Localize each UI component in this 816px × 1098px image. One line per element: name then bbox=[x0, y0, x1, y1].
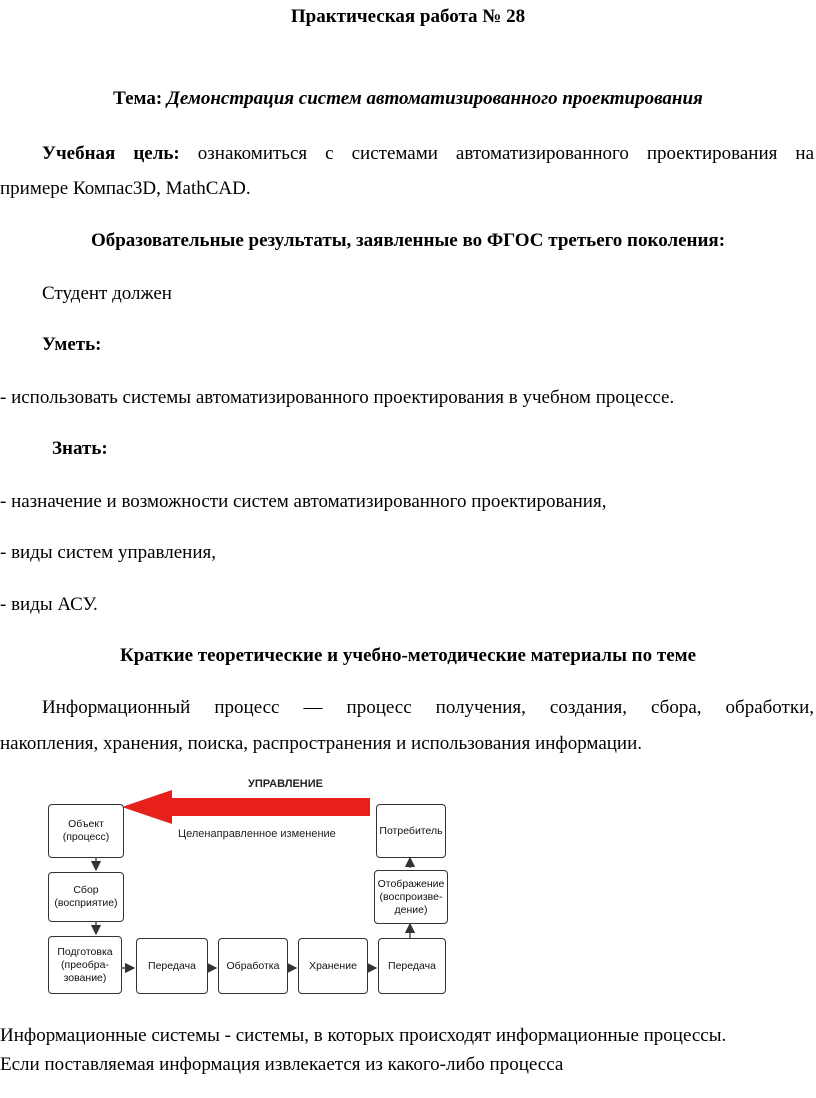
topic-label: Тема: bbox=[113, 88, 163, 109]
change-label: Целенаправленное изменение bbox=[178, 828, 336, 840]
box-consumer: Потребитель bbox=[376, 804, 446, 858]
box-transmit-2: Передача bbox=[378, 938, 446, 994]
box-collect: Сбор (восприятие) bbox=[48, 872, 124, 922]
knowledge-item: - виды систем управления, bbox=[0, 542, 217, 563]
topic-line bbox=[0, 88, 816, 110]
skills-item: - использовать системы автоматизированного проектирования в учебном процессе. bbox=[0, 387, 675, 408]
results-heading: Образовательные результаты, заявленные во ФГОС третьего поколения: bbox=[90, 230, 726, 251]
box-object: Объект (процесс) bbox=[48, 804, 124, 858]
box-process: Обработка bbox=[218, 938, 288, 994]
information-process-diagram bbox=[48, 776, 478, 1000]
info-process-line-1: Информационный процесс — процесс получения, создания, сбора, обработки, bbox=[42, 697, 814, 718]
student-must: Студент должен bbox=[42, 283, 172, 304]
knowledge-item: - виды АСУ. bbox=[0, 594, 98, 615]
page-title: Практическая работа № 28 bbox=[290, 6, 526, 27]
control-arrow bbox=[122, 790, 370, 824]
knowledge-item: - назначение и возможности систем автоматизированного проектирования, bbox=[0, 491, 607, 512]
knowledge-heading: Знать: bbox=[52, 438, 108, 459]
skills-heading: Уметь: bbox=[42, 334, 102, 355]
info-process-line-2: накопления, хранения, поиска, распространения и использования информации. bbox=[0, 733, 643, 754]
info-systems-line-2: Если поставляемая информация извлекается из какого-либо процесса bbox=[0, 1054, 564, 1075]
box-display: Отображение (воспроизве- дение) bbox=[374, 870, 448, 924]
goal-text: ознакомиться с системами автоматизированного проектирования на bbox=[197, 143, 815, 164]
goal-label: Учебная цель: bbox=[42, 143, 180, 164]
box-storage: Хранение bbox=[298, 938, 368, 994]
box-prepare: Подготовка (преобра- зование) bbox=[48, 936, 122, 994]
info-systems-line-1: Информационные системы - системы, в которых происходят информационные процессы. bbox=[0, 1025, 727, 1046]
control-label: УПРАВЛЕНИЕ bbox=[248, 778, 323, 790]
box-transmit-1: Передача bbox=[136, 938, 208, 994]
goal-line-1 bbox=[42, 143, 814, 165]
theory-heading: Краткие теоретические и учебно-методические материалы по теме bbox=[119, 645, 697, 666]
goal-line-2: примере Компас3D, MathCAD. bbox=[0, 178, 251, 199]
topic-text: Демонстрация систем автоматизированного проектирования bbox=[166, 88, 703, 109]
